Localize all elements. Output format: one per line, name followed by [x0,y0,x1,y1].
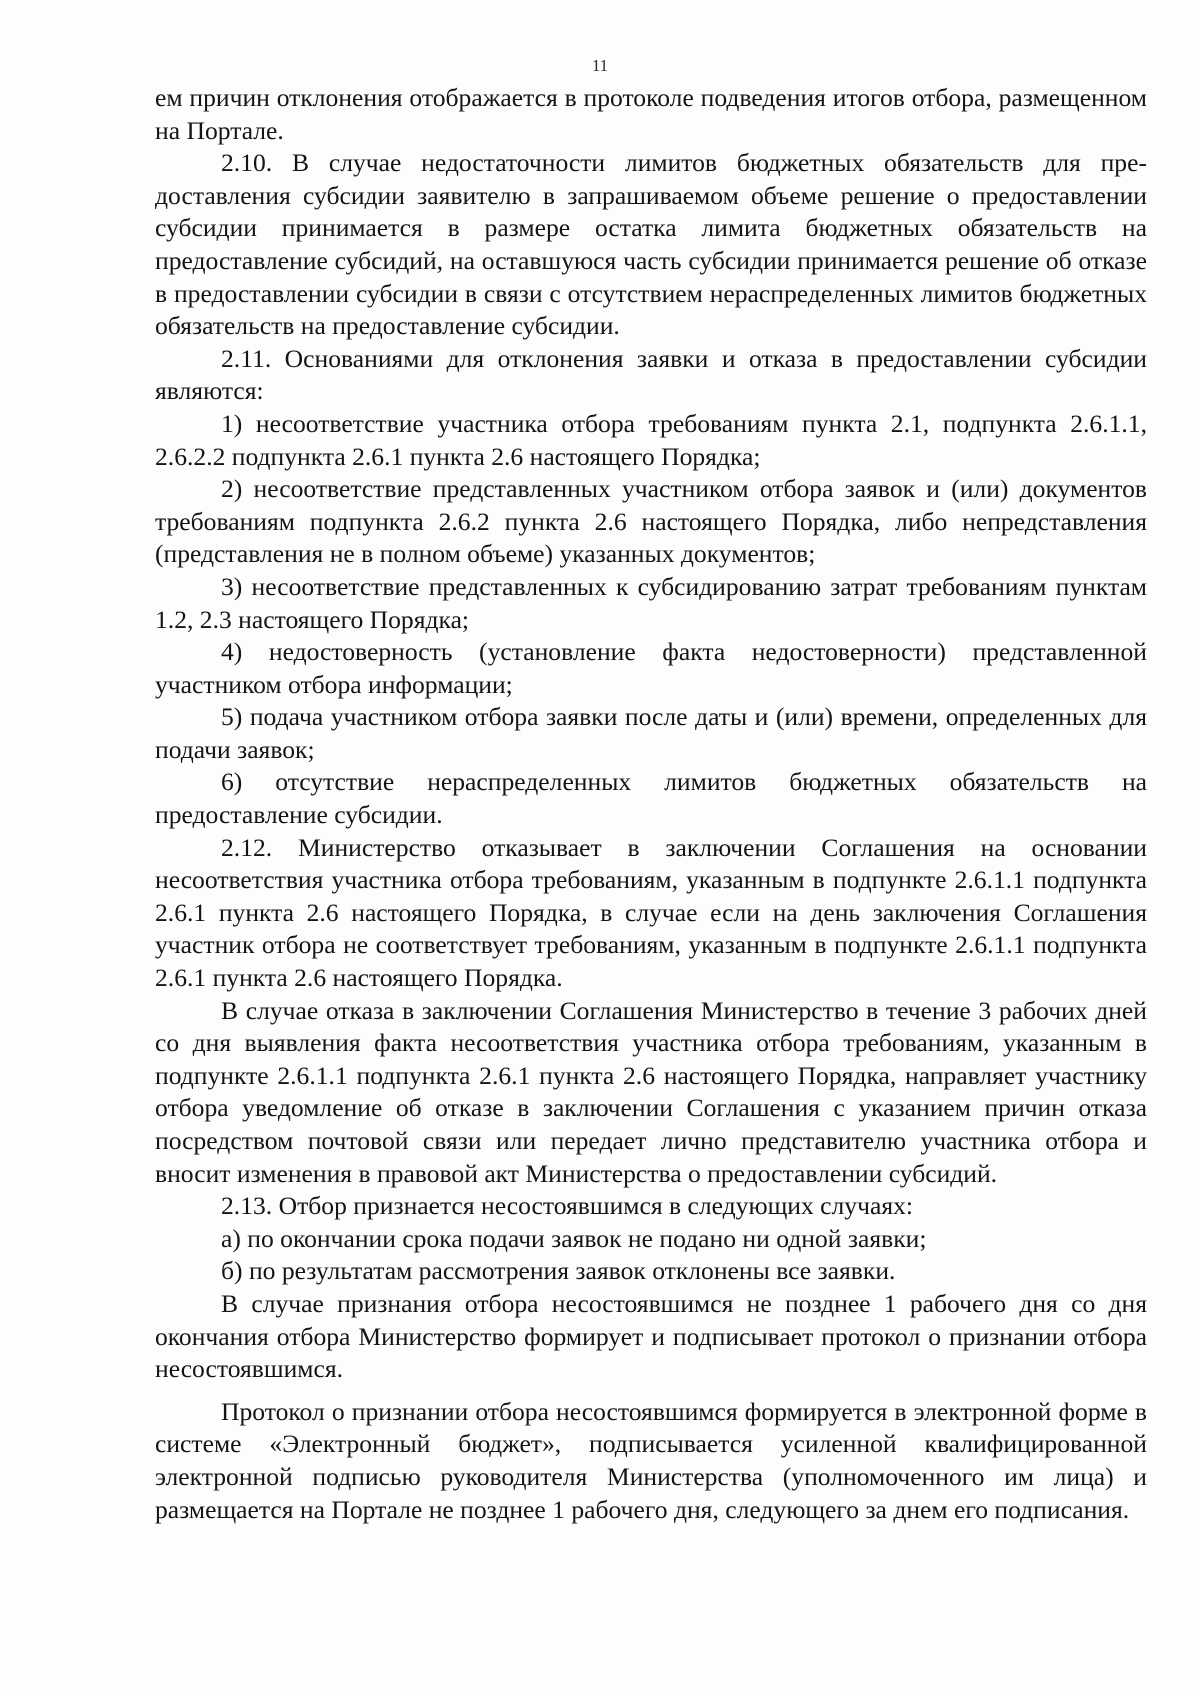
paragraph-2-13: 2.13. Отбор признается несостоявшимся в следующих случаях: [221,1191,914,1221]
paragraph-2-12: 2.12. Министерство отказывает в заключении Соглашения на основании несоответствия участника отбора требованиям, указанным в подпункте 2.6.1.1 подпункта 2.6.1 пункта 2.6 настоящего Порядка, в случае если на день заключения Соглашения участник отбора не соответствует требованиям, указанным в подпункте 2.6.1.1 подпункта 2.6.1 пункта 2.6 настоящего Порядка. [155,832,1147,993]
list-item-4: 4) недостоверность (установление факта недостоверности) представленной участником отбора информации; [155,637,1147,699]
paragraph-2-11: 2.11. Основаниями для отклонения заявки и отказа в предоставлении субсидии являются: [155,343,1147,406]
document-body [155,82,1147,1526]
page-number: 11 [591,56,609,75]
list-item-a: а) по окончании срока подачи заявок не подано ни одной заявки; [221,1223,927,1253]
list-item-b: б) по результатам рассмотрения заявок отклонены все заявки. [221,1256,896,1286]
paragraph-protocol: Протокол о признании отбора несостоявшимся формируется в электронной форме в системе «Электронный бюджет», подписывается усиленной квалифицированной электронной подписью руководителя Министерства (уполномоченного им лица) и размещается на Портале не позднее 1 рабочего дня, следующего за днем его подписания. [155,1396,1147,1524]
list-item-5: 5) подача участником отбора заявки после даты и (или) времени, определенных для подачи заявок; [155,702,1147,764]
paragraph-2-10: 2.10. В случае недостаточности лимитов бюджетных обязательств для предоставления субсидии заявителю в запрашиваемом объеме решение о предоставлении субсидии принимается в размере остатка лимита бюджетных обязательств на предоставление субсидий, на оставшуюся часть субсидии принимается решение об отказе в предоставлении субсидии в связи с отсутствием нераспределенных лимитов бюджетных обязательств на предоставление субсидии. [155,148,1147,341]
paragraph-continuation: ем причин отклонения отображается в протоколе подведения итогов отбора, размещенном на Портале. [155,83,1147,145]
list-item-2: 2) несоответствие представленных участником отбора заявок и (или) документов требованиям подпункта 2.6.2 пункта 2.6 настоящего Порядка, либо непредставления (представления не в полном объеме) указанных документов; [155,474,1147,569]
paragraph-failed-selection: В случае признания отбора несостоявшимся не позднее 1 рабочего дня со дня окончания отбора Министерство формирует и подписывает протокол о признании отбора несостоявшимся. [155,1288,1147,1384]
list-item-1: 1) несоответствие участника отбора требованиям пункта 2.1, подпункта 2.6.1.1, 2.6.2.2 подпункта 2.6.1 пункта 2.6 настоящего Порядка; [155,408,1147,471]
paragraph-refusal-notice: В случае отказа в заключении Соглашения Министерство в течение 3 рабочих дней со дня выявления факта несоответствия участника отбора требованиям, указанным в подпункте 2.6.1.1 подпункта 2.6.1 пункта 2.6 настоящего Порядка, направляет участнику отбора уведомление об отказе в заключении Соглашения с указанием причин отказа посредством почтовой связи или передает лично представителю участника отбора и вносит изменения в правовой акт Министерства о предоставлении субсидий. [155,995,1147,1188]
list-item-6: 6) отсутствие нераспределенных лимитов бюджетных обязательств на предоставление субсидии. [155,767,1147,830]
list-item-3: 3) несоответствие представленных к субсидированию затрат требованиям пунктам 1.2, 2.3 настоящего Порядка; [155,571,1147,634]
